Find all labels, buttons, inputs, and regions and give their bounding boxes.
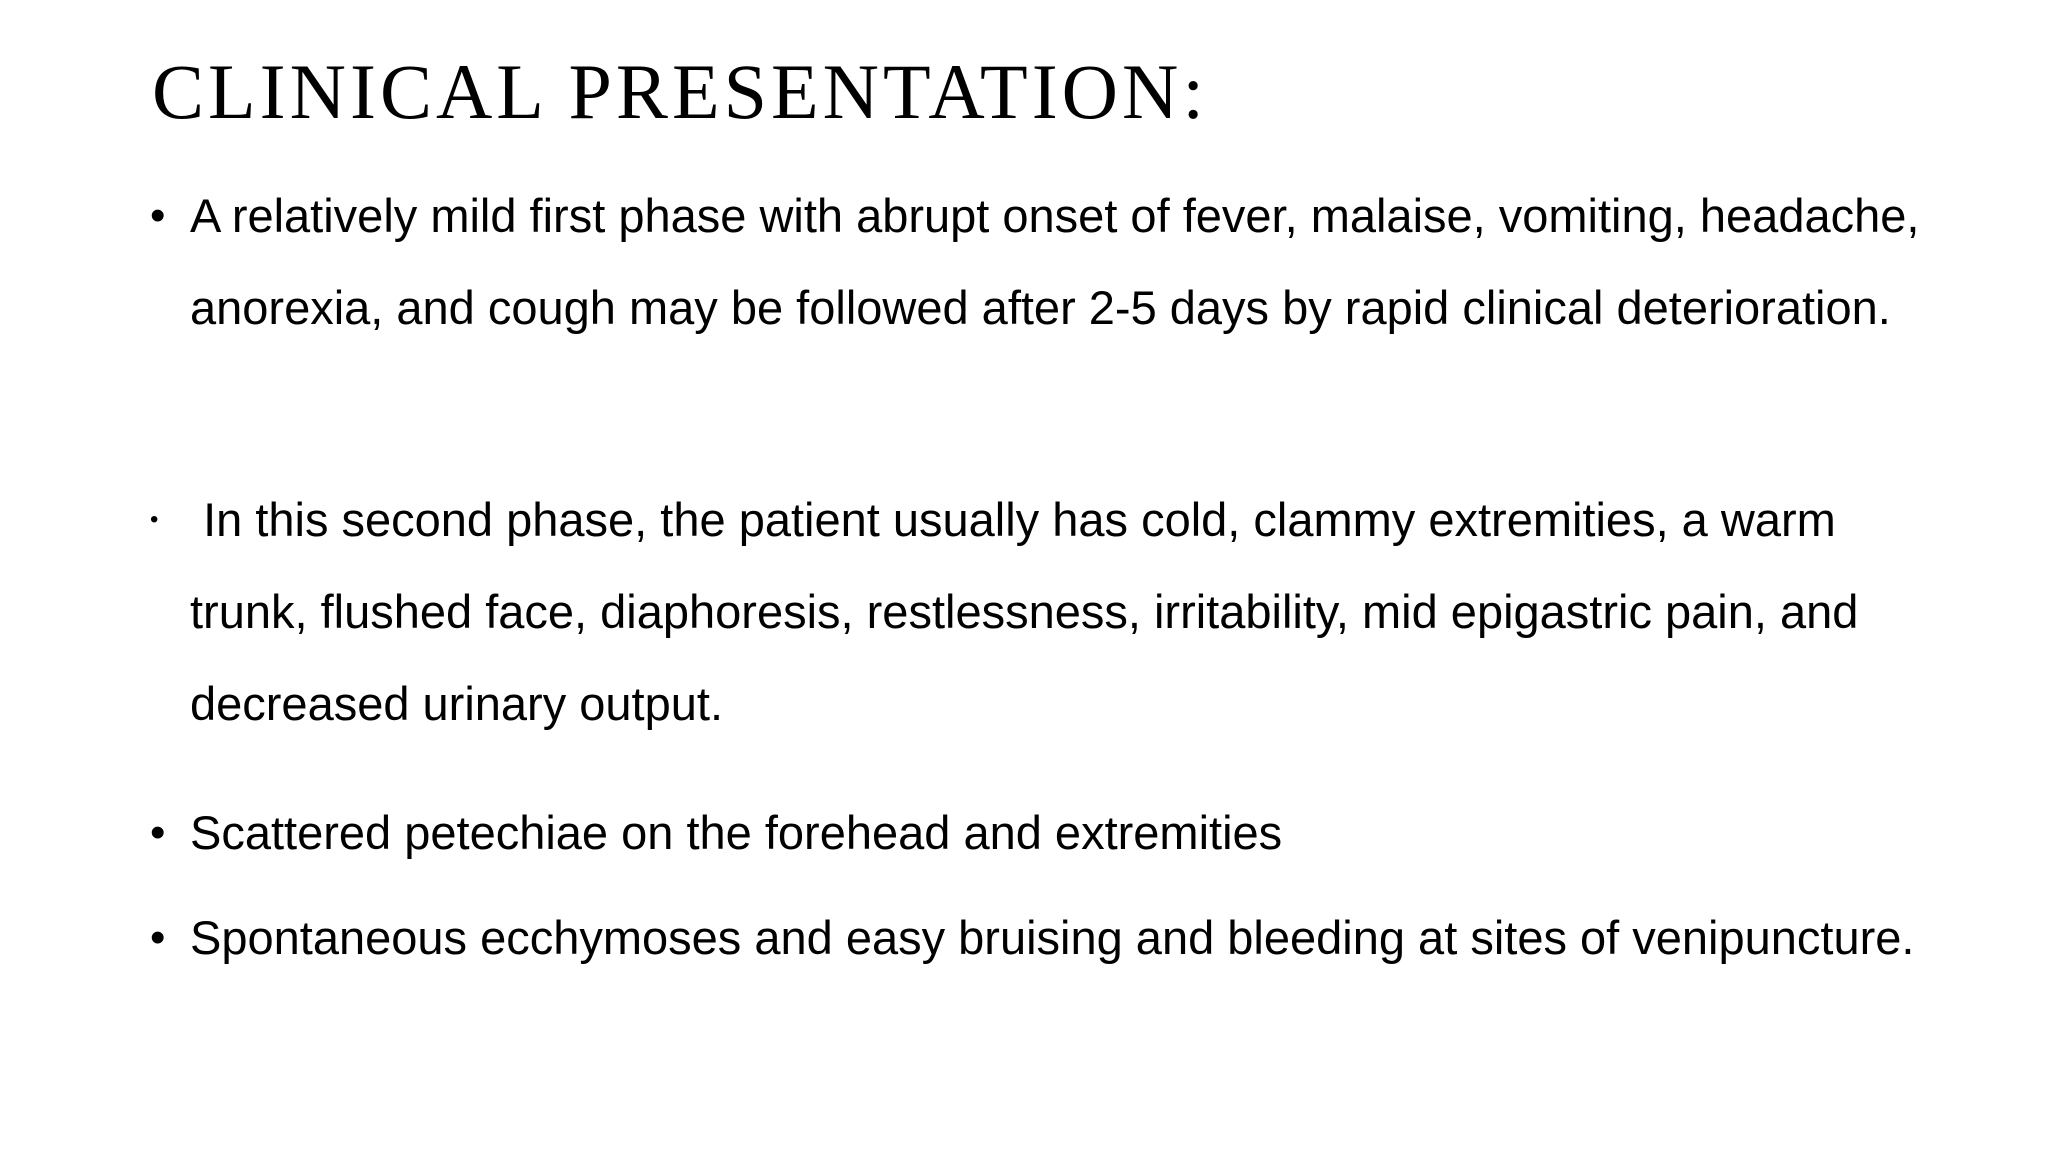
bullet-item	[150, 170, 1950, 354]
bullet-text: Scattered petechiae on the forehead and extremities	[190, 806, 1283, 859]
bullet-icon: •	[150, 191, 166, 240]
slide-title: CLINICAL PRESENTATION:	[152, 48, 1208, 135]
bullet-icon: •	[150, 808, 166, 857]
bullet-text: A relatively mild first phase with abrupt onset of fever, malaise, vomiting, headache, anorexia, and cough may be followed after 2-5 days by rapid clinical deterioration.	[190, 189, 1933, 334]
bullet-icon: •	[150, 913, 166, 962]
bullet-text: Spontaneous ecchymoses and easy bruising and bleeding at sites of venipuncture.	[190, 911, 1915, 964]
bullet-item	[150, 787, 1950, 879]
bullet-icon: •	[150, 506, 159, 533]
bullet-item	[150, 892, 1950, 984]
bullet-item	[150, 474, 1950, 750]
bullet-text: In this second phase, the patient usually has cold, clammy extremities, a warm trunk, flushed face, diaphoresis, restlessness, irritability, mid epigastric pain, and decreased urinary output.	[190, 493, 1872, 730]
